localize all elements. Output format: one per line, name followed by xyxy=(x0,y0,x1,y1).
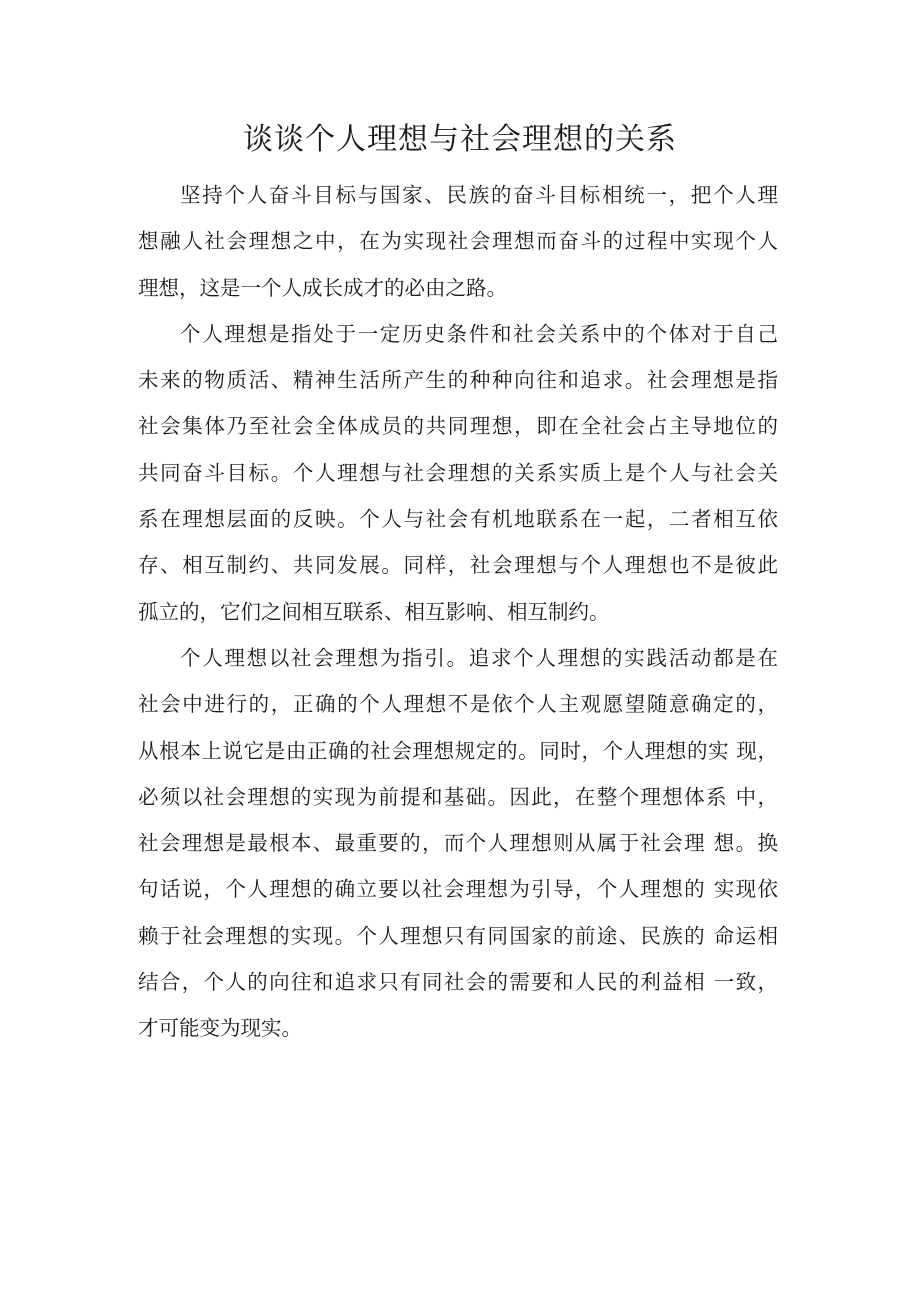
paragraph-2 xyxy=(138,311,778,635)
paragraph-line: 共同奋斗目标。个人理想与社会理想的关系实质上是个人与社会关 xyxy=(138,460,778,485)
paragraph-1 xyxy=(138,172,778,311)
paragraph-line: 从根本上说它是由正确的社会理想规定的。同时，个人理想的实 现， xyxy=(138,738,778,763)
paragraph-line: 系在理想层面的反映。个人与社会有机地联系在一起，二者相互依 xyxy=(138,507,778,532)
paragraph-line: 社会理想是最根本、最重要的，而个人理想则从属于社会理 想。换 xyxy=(138,831,778,856)
paragraph-line: 理想，这是一个人成长成才的必由之路。 xyxy=(138,275,507,300)
paragraph-line: 未来的物质活、精神生活所产生的种种向往和追求。社会理想是指 xyxy=(138,368,778,393)
paragraph-line: 句话说，个人理想的确立要以社会理想为引导，个人理想的 实现依 xyxy=(138,877,778,902)
paragraph-line: 个人理想以社会理想为指引。追求个人理想的实践活动都是在 xyxy=(180,645,778,670)
document-title: 谈谈个人理想与社会理想的关系 xyxy=(243,122,677,157)
paragraph-line: 赖于社会理想的实现。个人理想只有同国家的前途、民族的 命运相 xyxy=(138,923,778,948)
paragraph-line: 个人理想是指处于一定历史条件和社会关系中的个体对于自己 xyxy=(180,321,778,346)
paragraph-line: 存、相互制约、共同发展。同样，社会理想与个人理想也不是彼此 xyxy=(138,553,778,578)
paragraph-line: 社会中进行的，正确的个人理想不是依个人主观愿望随意确定的， xyxy=(138,692,778,717)
paragraph-line: 坚持个人奋斗目标与国家、民族的奋斗目标相统一，把个人理 xyxy=(180,183,778,207)
paragraph-line: 孤立的，它们之间相互联系、相互影响、相互制约。 xyxy=(138,599,610,624)
paragraph-line: 想融人社会理想之中，在为实现社会理想而奋斗的过程中实现个人 xyxy=(138,229,778,254)
paragraph-line: 才可能变为现实。 xyxy=(138,1016,302,1041)
paragraph-line: 社会集体乃至社会全体成员的共同理想，即在全社会占主导地位的 xyxy=(138,414,778,439)
paragraph-line: 必须以社会理想的实现为前提和基础。因此，在整个理想体系 中， xyxy=(138,784,778,809)
paragraph-line: 结合，个人的向往和追求只有同社会的需要和人民的利益相 一致， xyxy=(138,970,778,995)
paragraph-3 xyxy=(138,635,778,1052)
document-body xyxy=(138,172,778,1052)
